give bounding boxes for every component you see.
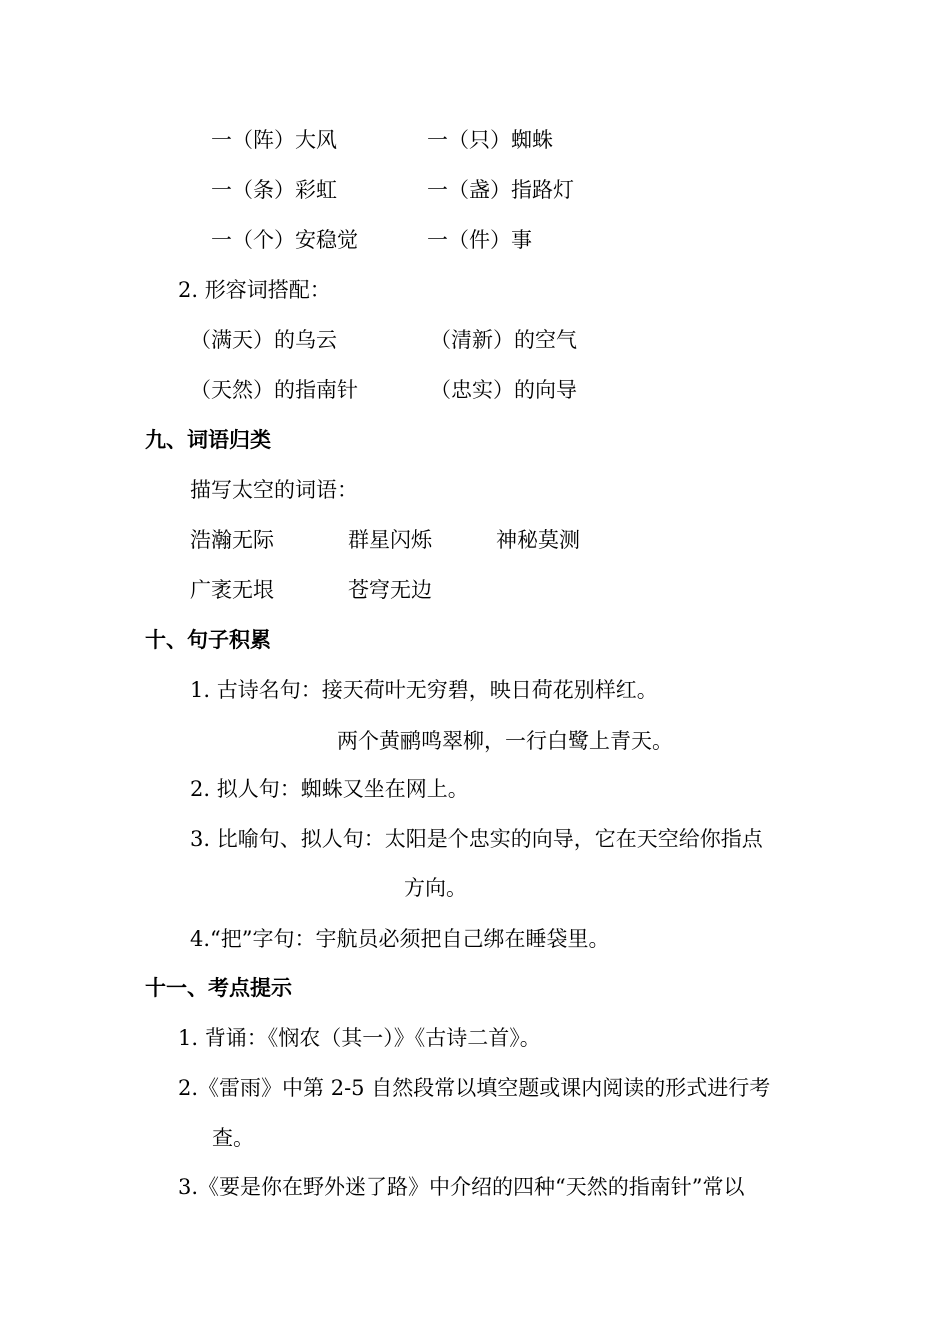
sentence-item-4: 4.“把”字句：宇航员必须把自己绑在睡袋里。 — [190, 927, 610, 951]
measure-word-6: 一（件）事 — [427, 228, 532, 252]
sentence-item-3: 3. 比喻句、拟人句：太阳是个忠实的向导，它在天空给你指点 — [190, 827, 763, 851]
exam-tip-3: 3.《要是你在野外迷了路》中介绍的四种“天然的指南针”常以 — [178, 1175, 745, 1199]
space-word-2: 群星闪烁 — [348, 528, 432, 552]
exam-tip-2: 2.《雷雨》中第 2-5 自然段常以填空题或课内阅读的形式进行考 — [178, 1076, 771, 1100]
exam-tip-2-continued: 查。 — [212, 1126, 254, 1150]
space-word-4: 广袤无垠 — [190, 578, 274, 602]
section-9-title: 九、词语归类 — [145, 427, 271, 452]
measure-word-2: 一（只）蜘蛛 — [427, 128, 553, 152]
section-11-title: 十一、考点提示 — [145, 975, 292, 1000]
section-9-subtitle: 描写太空的词语： — [190, 478, 358, 502]
adjective-pair-1: （满天）的乌云 — [190, 328, 337, 352]
adjective-pair-2: （清新）的空气 — [430, 328, 577, 352]
section-10-title: 十、句子积累 — [145, 627, 271, 652]
measure-word-5: 一（个）安稳觉 — [211, 228, 358, 252]
space-word-3: 神秘莫测 — [496, 528, 580, 552]
measure-word-4: 一（盏）指路灯 — [427, 178, 574, 202]
sentence-item-2: 2. 拟人句：蜘蛛又坐在网上。 — [190, 777, 469, 801]
space-word-1: 浩瀚无际 — [190, 528, 274, 552]
adjective-heading: 2. 形容词搭配： — [178, 278, 331, 302]
space-word-5: 苍穹无边 — [348, 578, 432, 602]
adjective-pair-4: （忠实）的向导 — [430, 378, 577, 402]
sentence-item-3-continued: 方向。 — [404, 876, 467, 900]
adjective-pair-3: （天然）的指南针 — [190, 378, 358, 402]
exam-tip-1: 1. 背诵：《悯农（其一）》《古诗二首》。 — [178, 1026, 541, 1050]
measure-word-3: 一（条）彩虹 — [211, 178, 337, 202]
sentence-item-1-continued: 两个黄鹂鸣翠柳，一行白鹭上青天。 — [337, 729, 673, 753]
measure-word-1: 一（阵）大风 — [211, 128, 337, 152]
sentence-item-1: 1. 古诗名句：接天荷叶无穷碧，映日荷花别样红。 — [190, 678, 658, 702]
